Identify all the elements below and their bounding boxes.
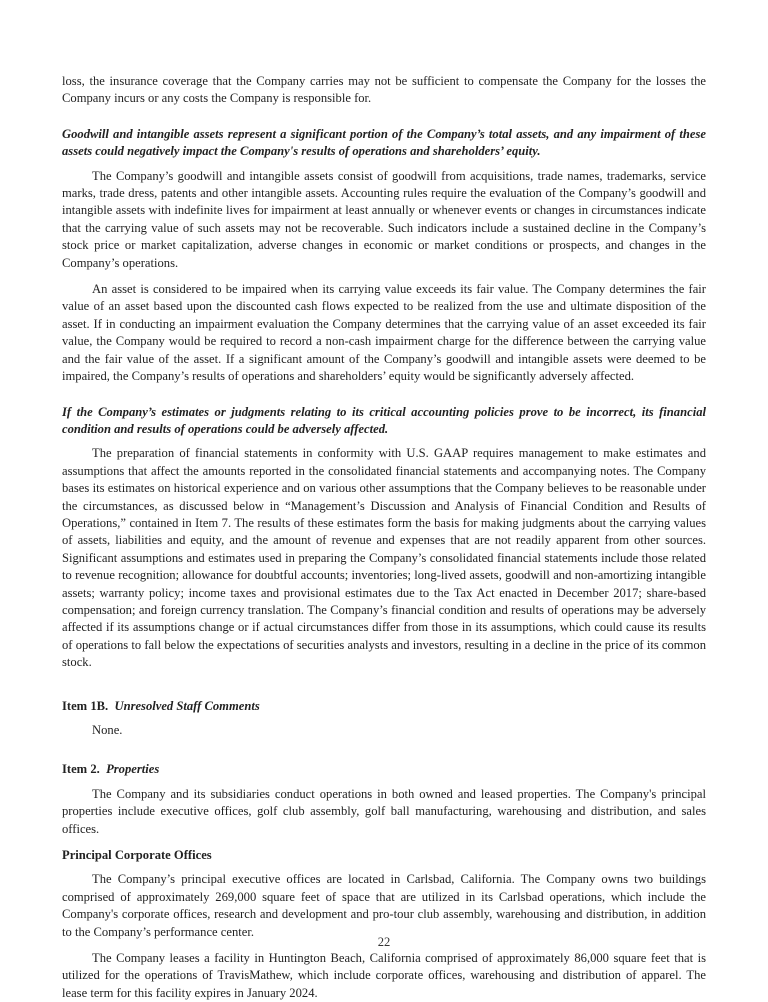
risk-factor-heading-goodwill: Goodwill and intangible assets represent a significant portion of the Company’s total assets, and any impairment of these assets could negatively impact the Company's results of operations and shareholders’ equity. xyxy=(62,126,706,159)
item-2-title: Properties xyxy=(106,762,160,777)
item-1b-heading xyxy=(62,698,706,715)
paragraph-properties: The Company and its subsidiaries conduct operations in both owned and leased properties. The Company's principal properties include executive offices, golf club assembly, golf ball manufacturing, warehousing and distribution, and sales offices. xyxy=(62,786,706,836)
item-2-heading xyxy=(62,761,706,778)
paragraph-carlsbad-offices: The Company’s principal executive offices are located in Carlsbad, California. The Company owns two buildings comprised of approximately 269,000 square feet of space that are utilized in its Carlsbad operations, which include the Company's corporate offices, research and development and pro-tour club assembly, warehousing and distribution, in addition to the Company’s performance center. xyxy=(62,872,706,939)
risk-factor-heading-estimates: If the Company’s estimates or judgments relating to its critical accounting policies prove to be incorrect, its financial condition and results of operations could be adversely affected. xyxy=(62,404,706,436)
item-1b-label: Item 1B. xyxy=(62,698,109,713)
page-number: 22 xyxy=(377,935,391,949)
paragraph-goodwill-composition: The Company’s goodwill and intangible assets consist of goodwill from acquisitions, trade names, trademarks, service marks, trade dress, patents and other intangible assets. Accounting rules require the evaluation of the Company’s goodwill and intangible assets with indefinite lives for impairment at least annually or whenever events or changes in circumstances indicate that the carrying value of such assets may not be recoverable. Such indicators include a sustained decline in the Company’s stock price or market capitalization, adverse changes in economic or market conditions or prospects, and changes in the Company’s operations. xyxy=(62,168,706,270)
item-1b-title: Unresolved Staff Comments xyxy=(114,698,260,713)
subheading-principal-corporate-offices: Principal Corporate Offices xyxy=(62,848,212,863)
document-page xyxy=(62,73,706,1002)
paragraph-estimates: The preparation of financial statements in conformity with U.S. GAAP requires management to make estimates and assumptions that affect the amounts reported in the consolidated financial statements and accompanying notes. The Company bases its estimates on historical experience and on various other assumptions that the Company believes to be reasonable under the circumstances, as discussed below in “Management’s Discussion and Analysis of Financial Condition and Results of Operations,” contained in Item 7. The results of these estimates form the basis for making judgments about the carrying values of assets, liabilities and equity, and the amount of revenue and expenses that are not readily apparent from other sources. Significant assumptions and estimates used in preparing the Company’s consolidated financial statements include those related to revenue recognition; allowance for doubtful accounts; inventories; long-lived assets, goodwill and non-amortizing intangible assets; warranty policy; income taxes and provisional estimates due to the Tax Act enacted in December 2017; share-based compensation; and foreign currency translation. The Company’s financial condition and results of operations may be adversely affected if its assumptions change or if actual circumstances differ from those in its assumptions, which could cause its results of operations to fall below the expectations of securities analysts and investors, resulting in a decline in the price of its common stock. xyxy=(62,446,706,670)
paragraph-insurance-continuation: loss, the insurance coverage that the Company carries may not be sufficient to compensate the Company for the losses the Company incurs or any costs the Company is responsible for. xyxy=(62,74,706,106)
item-1b-body: None. xyxy=(92,723,123,737)
paragraph-huntington-beach: The Company leases a facility in Huntington Beach, California comprised of approximately 86,000 square feet that is utilized for the operations of TravisMathew, which include corporate offices, warehousing and distribution of apparel. The lease term for this facility expires in January 2024. xyxy=(62,951,706,1000)
item-2-label: Item 2. xyxy=(62,762,100,777)
paragraph-impairment: An asset is considered to be impaired when its carrying value exceeds its fair value. The Company determines the fair value of an asset based upon the discounted cash flows expected to be realized from the use and ultimate disposition of the asset. If in conducting an impairment evaluation the Company determines that the carrying value of an asset exceeded its fair value, the Company would be required to record a non-cash impairment charge for the difference between the carrying value and the fair value of the asset. If a significant amount of the Company’s goodwill and intangible assets were deemed to be impaired, the Company’s results of operations and shareholders’ equity would be significantly adversely affected. xyxy=(62,282,706,384)
